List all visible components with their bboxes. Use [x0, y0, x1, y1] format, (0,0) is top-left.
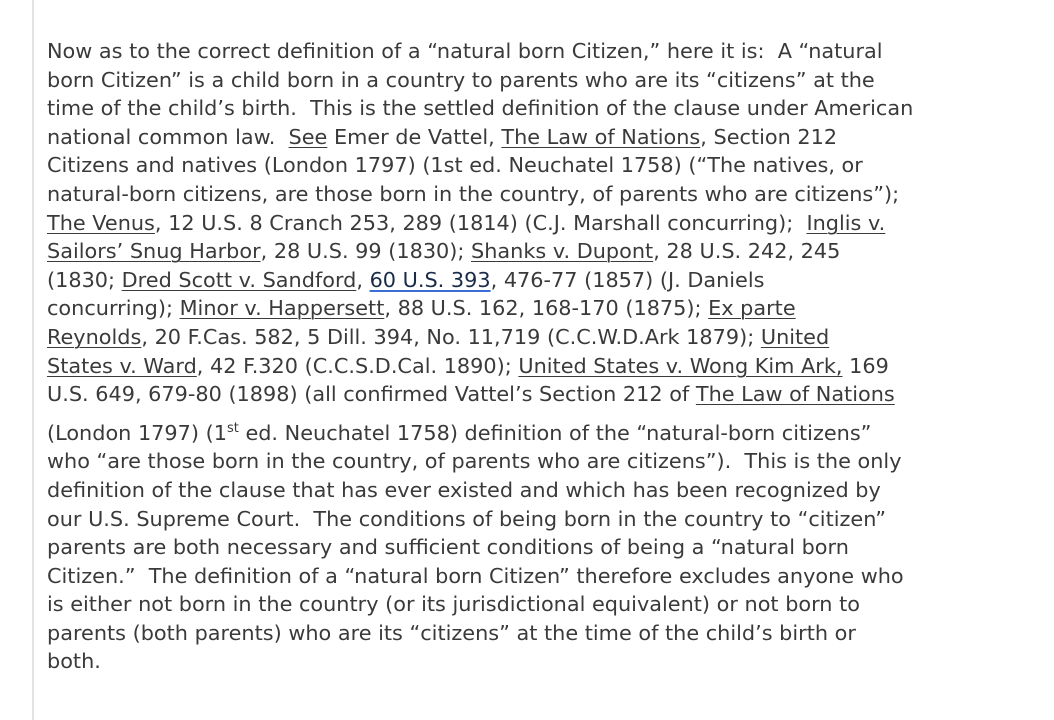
- underlined-citation: United States v. Wong Kim Ark,: [518, 353, 843, 378]
- text-segment: parents (both parents) who are its “citizens” at the time of the child’s birth or: [47, 620, 856, 645]
- text-segment: born Citizen” is a child born in a country to parents who are its “citizens” at the: [47, 67, 875, 92]
- text-segment: , 28 U.S. 99 (1830);: [260, 239, 472, 264]
- text-segment: , 12 U.S. 8 Cranch 253, 289 (1814) (C.J. Marshall concurring);: [154, 210, 807, 235]
- underlined-citation: Dred Scott v. Sandford: [121, 267, 357, 292]
- text-segment: our U.S. Supreme Court. The conditions of being born in the country to “citizen”: [47, 506, 887, 531]
- text-segment: definition of the clause that has ever existed and which has been recognized by: [47, 477, 881, 502]
- text-segment: , 476-77 (1857) (J. Daniels: [490, 267, 765, 292]
- superscript: st: [226, 420, 239, 436]
- text-line: [47, 619, 1037, 648]
- text-line: [47, 352, 1037, 381]
- underlined-citation: The Law of Nations: [695, 382, 895, 407]
- text-line: [47, 323, 1037, 352]
- text-segment: time of the child’s birth. This is the settled definition of the clause under American: [47, 96, 914, 121]
- text-line: [47, 123, 1037, 152]
- text-line: [47, 266, 1037, 295]
- text-line: [47, 66, 1037, 95]
- text-segment: who “are those born in the country, of parents who are citizens”). This is the only: [47, 449, 902, 474]
- text-segment: , 20 F.Cas. 582, 5 Dill. 394, No. 11,719 (C.C.W.D.Ark 1879);: [141, 324, 761, 349]
- text-line: [47, 533, 1037, 562]
- underlined-citation: Minor v. Happersett: [179, 296, 385, 321]
- text-line: [47, 294, 1037, 323]
- text-segment: concurring);: [47, 296, 180, 321]
- text-segment: parents are both necessary and sufficient conditions of being a “natural born: [47, 535, 849, 560]
- text-segment: , 88 U.S. 162, 168-170 (1875);: [384, 296, 709, 321]
- text-segment: is either not born in the country (or its jurisdictional equivalent) or not born to: [47, 592, 860, 617]
- text-segment: Now as to the correct definition of a “natural born Citizen,” here it is: A “natural: [47, 39, 883, 63]
- text-line: [47, 590, 1037, 619]
- text-segment: Citizens and natives (London 1797) (1st ed. Neuchatel 1758) (“The natives, or: [47, 153, 863, 178]
- text-segment: ,: [356, 267, 370, 292]
- text-line: [47, 562, 1037, 591]
- underlined-citation: Ex parte: [708, 296, 796, 321]
- text-segment: national common law.: [47, 124, 289, 149]
- text-line: [47, 419, 1037, 448]
- underlined-citation: See: [288, 124, 328, 149]
- text-line: [47, 180, 1037, 209]
- text-segment: (1830;: [47, 267, 122, 292]
- text-segment: , Section 212: [700, 124, 838, 149]
- underlined-citation: States v. Ward: [47, 353, 197, 378]
- text-segment: Emer de Vattel,: [327, 124, 502, 149]
- text-segment: , 42 F.320 (C.C.S.D.Cal. 1890);: [196, 353, 519, 378]
- text-segment: both.: [47, 649, 101, 674]
- underlined-citation: United: [760, 324, 830, 349]
- citation-link[interactable]: 60 U.S. 393: [369, 267, 491, 292]
- text-segment: , 28 U.S. 242, 245: [653, 239, 841, 264]
- text-line: [47, 209, 1037, 238]
- text-segment: U.S. 649, 679-80 (1898) (all confirmed Vattel’s Section 212 of: [47, 382, 696, 407]
- text-segment: (London 1797) (1: [47, 420, 227, 445]
- text-line: [47, 505, 1037, 534]
- text-line: [47, 380, 1037, 409]
- text-line: [47, 237, 1037, 266]
- text-line: [47, 94, 1037, 123]
- text-segment: natural-born citizens, are those born in the country, of parents who are citizens”);: [47, 181, 900, 206]
- text-line: [47, 647, 1037, 676]
- underlined-citation: The Venus: [47, 210, 155, 235]
- text-segment: ed. Neuchatel 1758) definition of the “natural-born citizens”: [238, 420, 872, 445]
- underlined-citation: Inglis v.: [806, 210, 886, 235]
- text-segment: 169: [842, 353, 889, 378]
- page-left-border: [32, 0, 34, 720]
- text-segment: Citizen.” The definition of a “natural born Citizen” therefore excludes anyone who: [47, 563, 904, 588]
- body-paragraph: [47, 37, 1037, 676]
- text-line: [47, 37, 1037, 66]
- underlined-citation: Shanks v. Dupont: [471, 239, 654, 264]
- text-line: [47, 476, 1037, 505]
- underlined-citation: Reynolds: [47, 324, 142, 349]
- text-line: [47, 447, 1037, 476]
- text-line: [47, 151, 1037, 180]
- underlined-citation: The Law of Nations: [501, 124, 701, 149]
- underlined-citation: Sailors’ Snug Harbor: [47, 239, 261, 264]
